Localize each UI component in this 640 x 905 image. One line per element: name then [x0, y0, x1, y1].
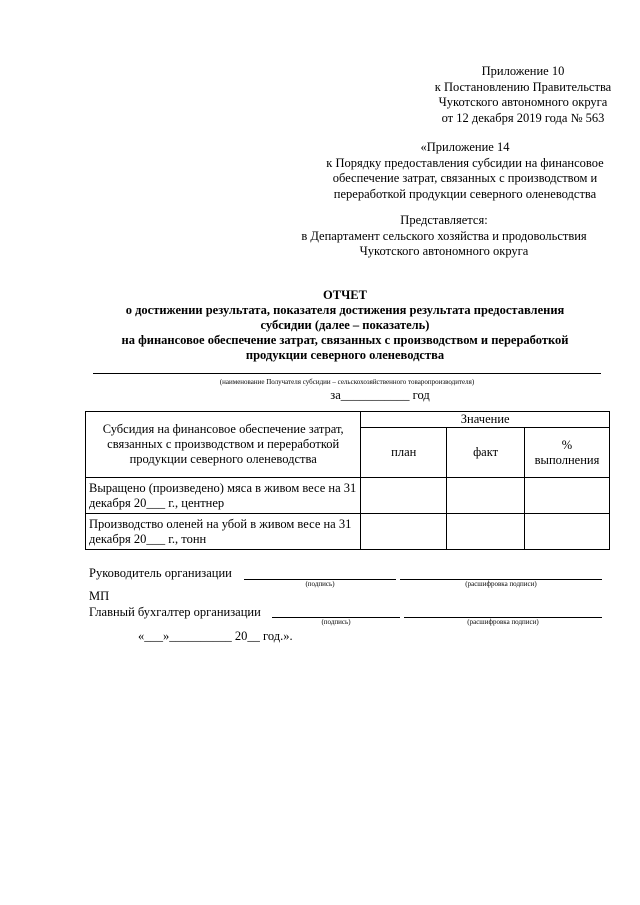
appendix-14-line2: к Порядку предоставления субсидии на финансовое	[326, 155, 604, 170]
report-title	[100, 288, 590, 363]
period-year-field[interactable]: ___________	[340, 388, 410, 402]
recipient-caption: (наименование Получателя субсидии – сельскохозяйственного товаропроизводителя)	[219, 378, 475, 386]
accountant-decode-caption: (расшифровка подписи)	[467, 618, 539, 626]
table-row	[86, 478, 610, 514]
report-title-line3: на финансовое обеспечение затрат, связанных с производством и переработкой	[121, 333, 569, 347]
appendix-10-block	[418, 64, 628, 126]
report-period	[280, 388, 480, 404]
completion-header-cell: % выполнения	[525, 428, 610, 478]
row-label-meat: Выращено (произведено) мяса в живом весе на 31 декабря 20___ г., центнер	[86, 478, 361, 514]
appendix-14-line3: обеспечение затрат, связанных с производством и	[332, 171, 598, 185]
report-title-line1: о достижении результата, показателя достижения результата предоставления	[125, 303, 565, 317]
date-field[interactable]: «___»__________ 20__ год.».	[138, 629, 293, 643]
row-label-deer: Производство оленей на убой в живом весе на 31 декабря 20___ г., тонн	[86, 514, 361, 550]
plan-cell[interactable]	[361, 478, 447, 514]
accountant-signature-caption: (подпись)	[321, 618, 351, 626]
fact-header-cell: факт	[447, 428, 525, 478]
fact-cell[interactable]	[447, 478, 525, 514]
submitted-department: в Департамент сельского хозяйства и продовольствия	[301, 228, 587, 243]
submitted-label: Представляется:	[400, 213, 488, 227]
report-table	[85, 411, 610, 550]
value-header-cell: Значение	[361, 412, 610, 428]
stamp-label: МП	[89, 589, 110, 603]
subsidy-header-cell: Субсидия на финансовое обеспечение затрат, связанных с производством и переработкой продукции северного оленеводства	[86, 412, 361, 478]
appendix-14-line4: переработкой продукции северного оленеводства	[333, 186, 597, 201]
submitted-region: Чукотского автономного округа	[359, 244, 529, 258]
fact-cell[interactable]	[447, 514, 525, 550]
appendix-10-line2: к Постановлению Правительства	[434, 79, 612, 94]
table-row	[86, 514, 610, 550]
appendix-10-title: Приложение 10	[481, 64, 565, 78]
report-title-line2: субсидии (далее – показатель)	[260, 318, 430, 332]
appendix-14-block	[300, 140, 630, 202]
completion-cell[interactable]	[525, 514, 610, 550]
appendix-10-line4: от 12 декабря 2019 года № 563	[441, 110, 605, 125]
recipient-name-field[interactable]	[93, 373, 601, 374]
report-heading: ОТЧЕТ	[323, 288, 367, 302]
period-suffix: год	[409, 388, 430, 402]
appendix-10-line3: Чукотского автономного округа	[438, 95, 608, 109]
table-header-row	[86, 412, 610, 428]
report-title-line4: продукции северного оленеводства	[245, 348, 445, 362]
appendix-14-title: «Приложение 14	[420, 140, 510, 154]
period-prefix: за	[330, 388, 341, 402]
head-decode-caption: (расшифровка подписи)	[465, 580, 537, 588]
plan-cell[interactable]	[361, 514, 447, 550]
head-label: Руководитель организации	[89, 566, 232, 580]
head-signature-caption: (подпись)	[305, 580, 335, 588]
plan-header-cell: план	[361, 428, 447, 478]
completion-cell[interactable]	[525, 478, 610, 514]
accountant-label: Главный бухгалтер организации	[89, 605, 261, 619]
submitted-to-block	[294, 213, 594, 260]
